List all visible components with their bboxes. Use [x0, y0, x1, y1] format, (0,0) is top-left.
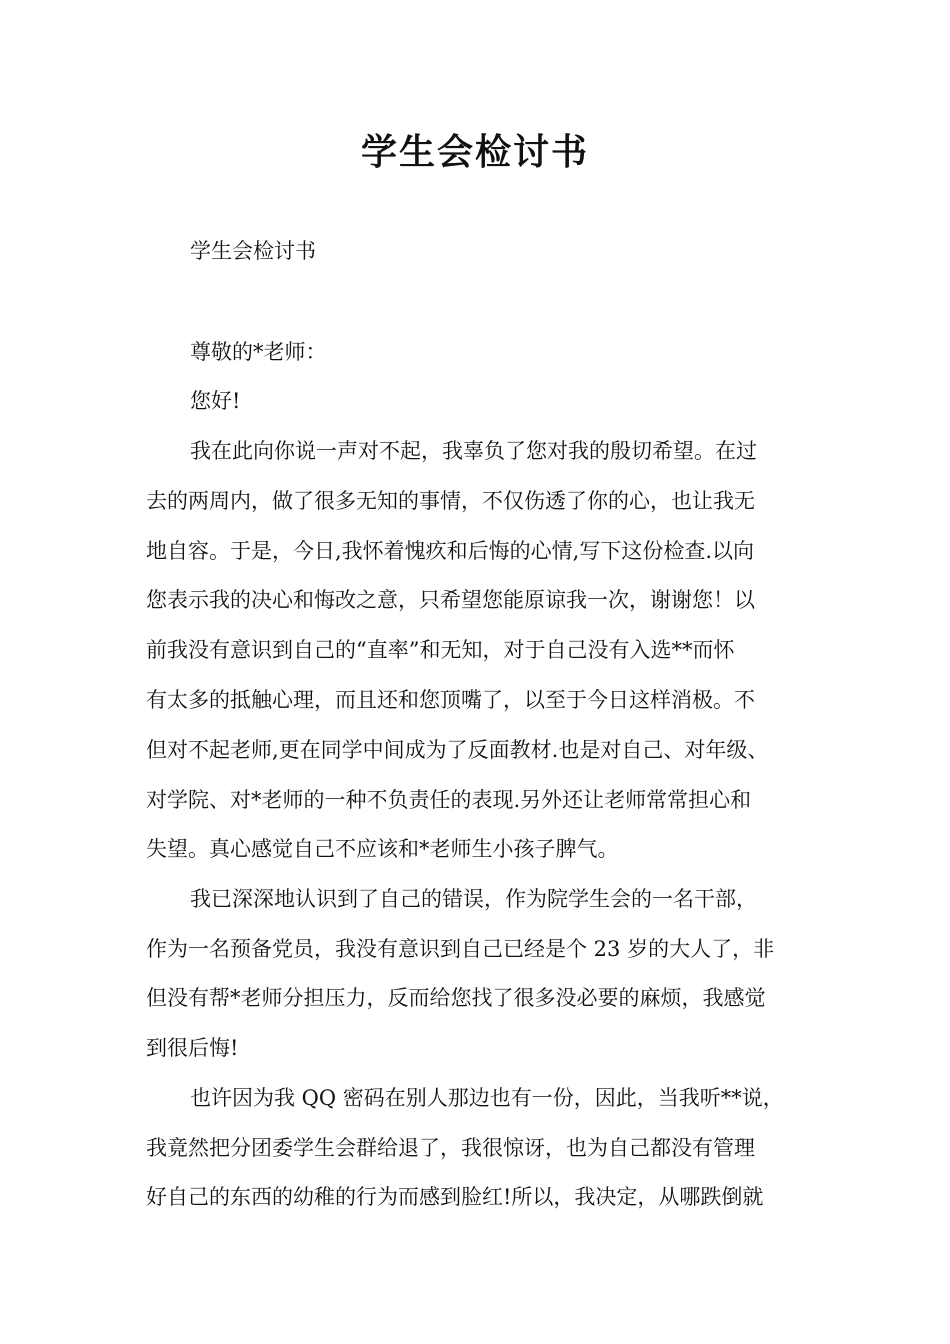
body-line: 我竟然把分团委学生会群给退了，我很惊讶，也为自己都没有管理: [146, 1136, 755, 1160]
body-line: 地自容。于是，今日,我怀着愧疚和后悔的心情,写下这份检查.以向: [146, 539, 755, 563]
body-line: 我在此向你说一声对不起，我辜负了您对我的殷切希望。在过: [190, 439, 757, 463]
body-line: 我已深深地认识到了自己的错误，作为院学生会的一名干部，: [190, 887, 757, 911]
body-line: 但对不起老师,更在同学中间成为了反面教材.也是对自己、对年级、: [146, 738, 769, 762]
body-line: 去的两周内，做了很多无知的事情，不仅伤透了你的心，也让我无: [146, 489, 755, 513]
body-line: 好自己的东西的幼稚的行为而感到脸红!所以，我决定，从哪跌倒就: [146, 1185, 764, 1209]
body-line: 作为一名预备党员，我没有意识到自己已经是个 23 岁的大人了，非: [146, 937, 775, 961]
body-line: 失望。真心感觉自己不应该和*老师生小孩子脾气。: [146, 837, 619, 861]
salutation: 尊敬的*老师：: [190, 340, 327, 364]
body-line: 但没有帮*老师分担压力，反而给您找了很多没必要的麻烦，我感觉: [146, 986, 766, 1010]
body-line: 您表示我的决心和悔改之意，只希望您能原谅我一次，谢谢您！以: [146, 588, 755, 612]
body-line: 也许因为我 QQ 密码在别人那边也有一份，因此，当我听**说，: [190, 1086, 784, 1110]
document-title: 学生会检讨书: [360, 132, 589, 173]
greeting: 您好!: [190, 389, 241, 413]
body-line: 到很后悔!: [146, 1036, 239, 1060]
body-line: 对学院、对*老师的一种不负责任的表现.另外还让老师常常担心和: [146, 788, 752, 812]
body-line: 前我没有意识到自己的“直率”和无知，对于自己没有入选**而怀: [146, 638, 735, 662]
document-subtitle: 学生会检讨书: [190, 239, 316, 263]
body-line: 有太多的抵触心理，而且还和您顶嘴了，以至于今日这样消极。不: [146, 688, 755, 712]
